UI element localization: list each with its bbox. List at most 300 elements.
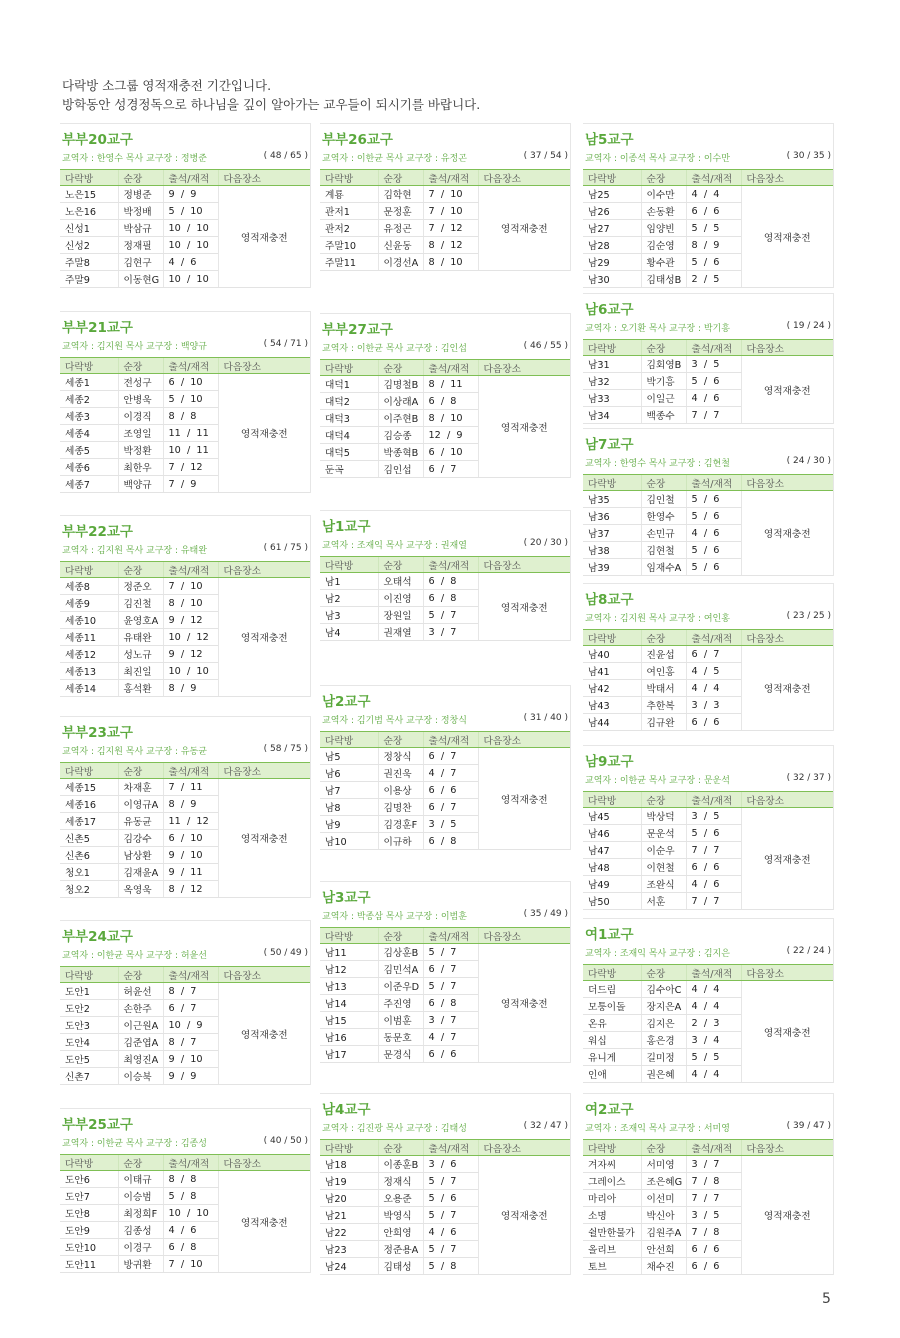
table-row xyxy=(583,356,833,373)
parish-table xyxy=(583,791,833,910)
parish-staff: 교역자 : 이한균 목사 교구장 : 유정곤 xyxy=(322,154,467,164)
header-leader: 순장 xyxy=(641,340,686,356)
header-next-place: 다음장소 xyxy=(218,358,310,374)
room-name: 그레이스 xyxy=(583,1173,641,1190)
room-name: 남32 xyxy=(583,373,641,390)
parish-title: 남1교구 xyxy=(322,519,371,535)
room-name: 계룡 xyxy=(320,186,378,203)
room-name: 세종6 xyxy=(60,459,118,476)
attendance-value: 5 / 10 xyxy=(163,203,218,220)
leader-name: 안선희 xyxy=(641,1241,686,1258)
attendance-value: 9 / 9 xyxy=(163,186,218,203)
leader-name: 김준엽A xyxy=(118,1034,163,1051)
header-next-place: 다음장소 xyxy=(478,928,570,944)
leader-name: 이근원A xyxy=(118,1017,163,1034)
room-name: 남17 xyxy=(320,1046,378,1063)
header-leader: 순장 xyxy=(641,1140,686,1156)
room-name: 남16 xyxy=(320,1029,378,1046)
leader-name: 김태성 xyxy=(378,1258,423,1275)
room-name: 관저2 xyxy=(320,220,378,237)
room-name: 남48 xyxy=(583,859,641,876)
attendance-value: 8 / 12 xyxy=(163,881,218,898)
attendance-value: 6 / 6 xyxy=(423,1046,478,1063)
attendance-value: 4 / 5 xyxy=(686,663,741,680)
leader-name: 이승북 xyxy=(118,1068,163,1085)
attendance-value: 7 / 7 xyxy=(686,407,741,424)
next-place: 영적재충전 xyxy=(741,186,833,288)
attendance-value: 6 / 7 xyxy=(686,646,741,663)
header-room: 다락방 xyxy=(583,475,641,491)
parish-info xyxy=(585,946,831,959)
room-name: 남27 xyxy=(583,220,641,237)
room-name: 관저1 xyxy=(320,203,378,220)
attendance-total: ( 19 / 24 ) xyxy=(786,321,831,331)
attendance-value: 5 / 6 xyxy=(686,559,741,576)
next-place: 영적재충전 xyxy=(218,779,310,898)
parish-group xyxy=(320,123,571,271)
attendance-value: 4 / 7 xyxy=(423,765,478,782)
leader-name: 윤영호A xyxy=(118,612,163,629)
leader-name: 오용준 xyxy=(378,1190,423,1207)
parish-staff: 교역자 : 조재익 목사 교구장 : 서미영 xyxy=(585,1124,730,1134)
leader-name: 김태성B xyxy=(641,271,686,288)
attendance-value: 6 / 7 xyxy=(423,461,478,478)
parish-staff: 교역자 : 조재익 목사 교구장 : 김지은 xyxy=(585,949,730,959)
header-next-place: 다음장소 xyxy=(478,170,570,186)
parish-title: 남7교구 xyxy=(585,437,634,453)
parish-staff: 교역자 : 조재익 목사 교구장 : 권재열 xyxy=(322,541,467,551)
leader-name: 김종성 xyxy=(118,1222,163,1239)
parish-staff: 교역자 : 박종삼 목사 교구장 : 이범훈 xyxy=(322,912,467,922)
leader-name: 남상환 xyxy=(118,847,163,864)
leader-name: 한영수 xyxy=(641,508,686,525)
attendance-value: 10 / 10 xyxy=(163,1205,218,1222)
room-name: 도안3 xyxy=(60,1017,118,1034)
parish-title: 남2교구 xyxy=(322,694,371,710)
intro-text xyxy=(62,76,480,114)
attendance-value: 6 / 7 xyxy=(423,961,478,978)
next-place: 영적재충전 xyxy=(741,808,833,910)
leader-name: 최진일 xyxy=(118,663,163,680)
room-name: 세종12 xyxy=(60,646,118,663)
leader-name: 박정배 xyxy=(118,203,163,220)
leader-name: 이경선A xyxy=(378,254,423,271)
attendance-value: 5 / 7 xyxy=(423,1207,478,1224)
attendance-value: 10 / 12 xyxy=(163,629,218,646)
leader-name: 정재식 xyxy=(378,1173,423,1190)
header-room: 다락방 xyxy=(320,360,378,376)
header-leader: 순장 xyxy=(378,170,423,186)
parish-info xyxy=(322,909,568,922)
table-row xyxy=(320,573,570,590)
leader-name: 정창식 xyxy=(378,748,423,765)
attendance-value: 8 / 10 xyxy=(423,410,478,427)
parish-group xyxy=(60,920,311,1085)
next-place: 영적재충전 xyxy=(741,1156,833,1275)
leader-name: 이경직 xyxy=(118,408,163,425)
attendance-value: 4 / 6 xyxy=(686,876,741,893)
parish-group xyxy=(60,716,311,898)
table-row xyxy=(320,944,570,961)
attendance-total: ( 31 / 40 ) xyxy=(523,713,568,723)
parish-title: 여2교구 xyxy=(585,1102,634,1118)
room-name: 남3 xyxy=(320,607,378,624)
next-place: 영적재충전 xyxy=(741,491,833,576)
room-name: 소명 xyxy=(583,1207,641,1224)
parish-group xyxy=(583,1093,834,1275)
leader-name: 김재윤A xyxy=(118,864,163,881)
parish-staff: 교역자 : 김지원 목사 교구장 : 여인홍 xyxy=(585,614,730,624)
leader-name: 문정훈 xyxy=(378,203,423,220)
table-header xyxy=(320,360,570,376)
table-row xyxy=(60,983,310,1000)
leader-name: 손한주 xyxy=(118,1000,163,1017)
attendance-value: 8 / 7 xyxy=(163,983,218,1000)
attendance-value: 6 / 8 xyxy=(423,833,478,850)
leader-name: 권은혜 xyxy=(641,1066,686,1083)
header-leader: 순장 xyxy=(378,928,423,944)
attendance-value: 5 / 7 xyxy=(423,1173,478,1190)
leader-name: 유태완 xyxy=(118,629,163,646)
leader-name: 조완식 xyxy=(641,876,686,893)
attendance-value: 6 / 8 xyxy=(423,995,478,1012)
room-name: 토브 xyxy=(583,1258,641,1275)
room-name: 도안11 xyxy=(60,1256,118,1273)
next-place: 영적재충전 xyxy=(741,646,833,731)
room-name: 남22 xyxy=(320,1224,378,1241)
attendance-value: 8 / 9 xyxy=(163,680,218,697)
attendance-value: 5 / 6 xyxy=(686,542,741,559)
parish-group xyxy=(60,1108,311,1273)
header-leader: 순장 xyxy=(641,792,686,808)
leader-name: 채수진 xyxy=(641,1258,686,1275)
leader-name: 최한우 xyxy=(118,459,163,476)
attendance-value: 4 / 6 xyxy=(686,390,741,407)
room-name: 남24 xyxy=(320,1258,378,1275)
attendance-value: 7 / 12 xyxy=(163,459,218,476)
attendance-value: 6 / 7 xyxy=(163,1000,218,1017)
attendance-value: 10 / 9 xyxy=(163,1017,218,1034)
attendance-value: 8 / 7 xyxy=(163,1034,218,1051)
parish-info xyxy=(322,151,568,164)
room-name: 세종8 xyxy=(60,578,118,595)
attendance-value: 6 / 7 xyxy=(423,748,478,765)
parish-title: 부부22교구 xyxy=(62,524,133,540)
attendance-total: ( 32 / 37 ) xyxy=(786,773,831,783)
header-leader: 순장 xyxy=(641,170,686,186)
attendance-value: 6 / 8 xyxy=(423,590,478,607)
leader-name: 이순우 xyxy=(641,842,686,859)
header-room: 다락방 xyxy=(583,965,641,981)
attendance-value: 7 / 12 xyxy=(423,220,478,237)
attendance-total: ( 37 / 54 ) xyxy=(523,151,568,161)
leader-name: 김명찬 xyxy=(378,799,423,816)
attendance-value: 9 / 10 xyxy=(163,847,218,864)
leader-name: 이준우D xyxy=(378,978,423,995)
room-name: 청오1 xyxy=(60,864,118,881)
leader-name: 진윤섭 xyxy=(641,646,686,663)
attendance-value: 6 / 6 xyxy=(686,859,741,876)
leader-name: 안희영 xyxy=(378,1224,423,1241)
parish-staff: 교역자 : 김진광 목사 교구장 : 김태성 xyxy=(322,1124,467,1134)
header-next-place: 다음장소 xyxy=(741,475,833,491)
attendance-value: 4 / 4 xyxy=(686,998,741,1015)
parish-info xyxy=(62,1136,308,1149)
leader-name: 김학현 xyxy=(378,186,423,203)
attendance-value: 10 / 10 xyxy=(163,663,218,680)
room-name: 청오2 xyxy=(60,881,118,898)
attendance-value: 7 / 9 xyxy=(163,476,218,493)
attendance-value: 4 / 6 xyxy=(163,254,218,271)
next-place: 영적재충전 xyxy=(218,983,310,1085)
room-name: 세종3 xyxy=(60,408,118,425)
attendance-value: 7 / 10 xyxy=(163,578,218,595)
attendance-value: 8 / 12 xyxy=(423,237,478,254)
parish-title: 부부26교구 xyxy=(322,132,393,148)
room-name: 남8 xyxy=(320,799,378,816)
room-name: 남28 xyxy=(583,237,641,254)
attendance-value: 4 / 6 xyxy=(423,1224,478,1241)
room-name: 남49 xyxy=(583,876,641,893)
table-row xyxy=(583,186,833,203)
header-attendance: 출석/재적 xyxy=(163,358,218,374)
leader-name: 김인철 xyxy=(641,491,686,508)
room-name: 남39 xyxy=(583,559,641,576)
leader-name: 이경구 xyxy=(118,1239,163,1256)
header-room: 다락방 xyxy=(60,562,118,578)
attendance-value: 7 / 7 xyxy=(686,1190,741,1207)
next-place: 영적재충전 xyxy=(218,374,310,493)
header-room: 다락방 xyxy=(60,967,118,983)
parish-info xyxy=(62,543,308,556)
attendance-value: 6 / 8 xyxy=(423,573,478,590)
parish-info xyxy=(62,948,308,961)
leader-name: 정병준 xyxy=(118,186,163,203)
leader-name: 이선미 xyxy=(641,1190,686,1207)
leader-name: 김회영B xyxy=(641,356,686,373)
attendance-value: 4 / 4 xyxy=(686,981,741,998)
attendance-value: 6 / 6 xyxy=(686,1241,741,1258)
next-place: 영적재충전 xyxy=(478,1156,570,1275)
room-name: 세종11 xyxy=(60,629,118,646)
room-name: 남21 xyxy=(320,1207,378,1224)
header-next-place: 다음장소 xyxy=(218,1155,310,1171)
room-name: 세종9 xyxy=(60,595,118,612)
parish-staff: 교역자 : 김지원 목사 교구장 : 유태완 xyxy=(62,546,207,556)
leader-name: 최영진A xyxy=(118,1051,163,1068)
parish-table xyxy=(60,966,310,1085)
attendance-value: 9 / 9 xyxy=(163,1068,218,1085)
attendance-value: 9 / 10 xyxy=(163,1051,218,1068)
leader-name: 동문호 xyxy=(378,1029,423,1046)
room-name: 남5 xyxy=(320,748,378,765)
parish-info xyxy=(62,339,308,352)
header-attendance: 출석/재적 xyxy=(423,732,478,748)
parish-info xyxy=(322,713,568,726)
leader-name: 이승범 xyxy=(118,1188,163,1205)
attendance-value: 4 / 6 xyxy=(163,1222,218,1239)
room-name: 신촌5 xyxy=(60,830,118,847)
leader-name: 정준용A xyxy=(378,1241,423,1258)
room-name: 도안7 xyxy=(60,1188,118,1205)
attendance-value: 5 / 5 xyxy=(686,220,741,237)
header-attendance: 출석/재적 xyxy=(163,1155,218,1171)
parish-staff: 교역자 : 김지원 목사 교구장 : 유동균 xyxy=(62,747,207,757)
room-name: 남23 xyxy=(320,1241,378,1258)
header-leader: 순장 xyxy=(378,360,423,376)
table-row xyxy=(60,374,310,391)
header-next-place: 다음장소 xyxy=(478,360,570,376)
table-row xyxy=(320,186,570,203)
room-name: 세종13 xyxy=(60,663,118,680)
parish-staff: 교역자 : 이한균 목사 교구장 : 허윤선 xyxy=(62,951,207,961)
room-name: 주말9 xyxy=(60,271,118,288)
leader-name: 조은혜G xyxy=(641,1173,686,1190)
room-name: 세종16 xyxy=(60,796,118,813)
attendance-value: 3 / 3 xyxy=(686,697,741,714)
room-name: 남6 xyxy=(320,765,378,782)
parish-table xyxy=(583,1139,833,1275)
next-place: 영적재충전 xyxy=(218,1171,310,1273)
attendance-value: 8 / 10 xyxy=(163,595,218,612)
header-leader: 순장 xyxy=(641,630,686,646)
attendance-value: 2 / 3 xyxy=(686,1015,741,1032)
parish-table xyxy=(583,339,833,424)
leader-name: 이일근 xyxy=(641,390,686,407)
attendance-total: ( 35 / 49 ) xyxy=(523,909,568,919)
table-header xyxy=(60,170,310,186)
room-name: 세종2 xyxy=(60,391,118,408)
room-name: 도안6 xyxy=(60,1171,118,1188)
attendance-value: 7 / 7 xyxy=(686,842,741,859)
room-name: 남7 xyxy=(320,782,378,799)
parish-staff: 교역자 : 이한균 목사 교구장 : 김인섭 xyxy=(322,344,467,354)
room-name: 노은15 xyxy=(60,186,118,203)
attendance-total: ( 23 / 25 ) xyxy=(786,611,831,621)
room-name: 도안8 xyxy=(60,1205,118,1222)
parish-title: 남9교구 xyxy=(585,754,634,770)
attendance-value: 6 / 6 xyxy=(686,203,741,220)
attendance-value: 5 / 6 xyxy=(686,491,741,508)
leader-name: 김경훈F xyxy=(378,816,423,833)
header-next-place: 다음장소 xyxy=(218,967,310,983)
parish-info xyxy=(322,1121,568,1134)
room-name: 남19 xyxy=(320,1173,378,1190)
header-room: 다락방 xyxy=(320,732,378,748)
header-leader: 순장 xyxy=(378,557,423,573)
header-attendance: 출석/재적 xyxy=(423,928,478,944)
leader-name: 최정희F xyxy=(118,1205,163,1222)
table-row xyxy=(60,779,310,796)
header-leader: 순장 xyxy=(118,562,163,578)
leader-name: 박종혁B xyxy=(378,444,423,461)
parish-table xyxy=(60,357,310,493)
leader-name: 김현철 xyxy=(641,542,686,559)
leader-name: 장원일 xyxy=(378,607,423,624)
table-header xyxy=(60,763,310,779)
room-name: 신촌6 xyxy=(60,847,118,864)
table-header xyxy=(320,557,570,573)
parish-staff: 교역자 : 오기환 목사 교구장 : 박기흥 xyxy=(585,324,730,334)
leader-name: 김현구 xyxy=(118,254,163,271)
room-name: 인애 xyxy=(583,1066,641,1083)
next-place: 영적재충전 xyxy=(478,376,570,478)
attendance-value: 7 / 7 xyxy=(686,893,741,910)
leader-name: 추한복 xyxy=(641,697,686,714)
leader-name: 장지은A xyxy=(641,998,686,1015)
leader-name: 차재훈 xyxy=(118,779,163,796)
attendance-value: 9 / 11 xyxy=(163,864,218,881)
attendance-value: 7 / 8 xyxy=(686,1173,741,1190)
parish-info xyxy=(585,773,831,786)
room-name: 남10 xyxy=(320,833,378,850)
attendance-value: 9 / 12 xyxy=(163,612,218,629)
leader-name: 김수아C xyxy=(641,981,686,998)
room-name: 도안9 xyxy=(60,1222,118,1239)
leader-name: 박기흥 xyxy=(641,373,686,390)
next-place: 영적재충전 xyxy=(741,356,833,424)
header-leader: 순장 xyxy=(118,967,163,983)
attendance-value: 6 / 8 xyxy=(163,1239,218,1256)
attendance-total: ( 22 / 24 ) xyxy=(786,946,831,956)
parish-title: 부부24교구 xyxy=(62,929,133,945)
room-name: 남44 xyxy=(583,714,641,731)
attendance-total: ( 54 / 71 ) xyxy=(263,339,308,349)
attendance-value: 6 / 8 xyxy=(423,393,478,410)
attendance-value: 7 / 10 xyxy=(423,203,478,220)
parish-staff: 교역자 : 한영수 목사 교구장 : 정병준 xyxy=(62,154,207,164)
header-leader: 순장 xyxy=(118,763,163,779)
parish-table xyxy=(583,629,833,731)
next-place: 영적재충전 xyxy=(218,186,310,288)
table-row xyxy=(583,491,833,508)
attendance-value: 5 / 5 xyxy=(686,1049,741,1066)
room-name: 도안10 xyxy=(60,1239,118,1256)
leader-name: 황수관 xyxy=(641,254,686,271)
attendance-total: ( 40 / 50 ) xyxy=(263,1136,308,1146)
leader-name: 박태서 xyxy=(641,680,686,697)
table-header xyxy=(320,928,570,944)
attendance-value: 5 / 7 xyxy=(423,1241,478,1258)
table-header xyxy=(60,967,310,983)
parish-info xyxy=(585,611,831,624)
parish-info xyxy=(62,151,308,164)
table-header xyxy=(583,475,833,491)
attendance-value: 3 / 4 xyxy=(686,1032,741,1049)
room-name: 주말8 xyxy=(60,254,118,271)
parish-table xyxy=(583,964,833,1083)
parish-group xyxy=(320,881,571,1063)
header-attendance: 출석/재적 xyxy=(163,967,218,983)
attendance-value: 4 / 4 xyxy=(686,1066,741,1083)
room-name: 쉴만한물가 xyxy=(583,1224,641,1241)
parish-info xyxy=(322,341,568,354)
table-row xyxy=(583,981,833,998)
room-name: 세종4 xyxy=(60,425,118,442)
room-name: 남47 xyxy=(583,842,641,859)
parish-info xyxy=(585,1121,831,1134)
room-name: 남38 xyxy=(583,542,641,559)
attendance-value: 10 / 11 xyxy=(163,442,218,459)
room-name: 둔곡 xyxy=(320,461,378,478)
attendance-total: ( 48 / 65 ) xyxy=(263,151,308,161)
leader-name: 김상훈B xyxy=(378,944,423,961)
attendance-value: 4 / 7 xyxy=(423,1029,478,1046)
room-name: 대덕1 xyxy=(320,376,378,393)
room-name: 남30 xyxy=(583,271,641,288)
leader-name: 이상래A xyxy=(378,393,423,410)
leader-name: 박정환 xyxy=(118,442,163,459)
